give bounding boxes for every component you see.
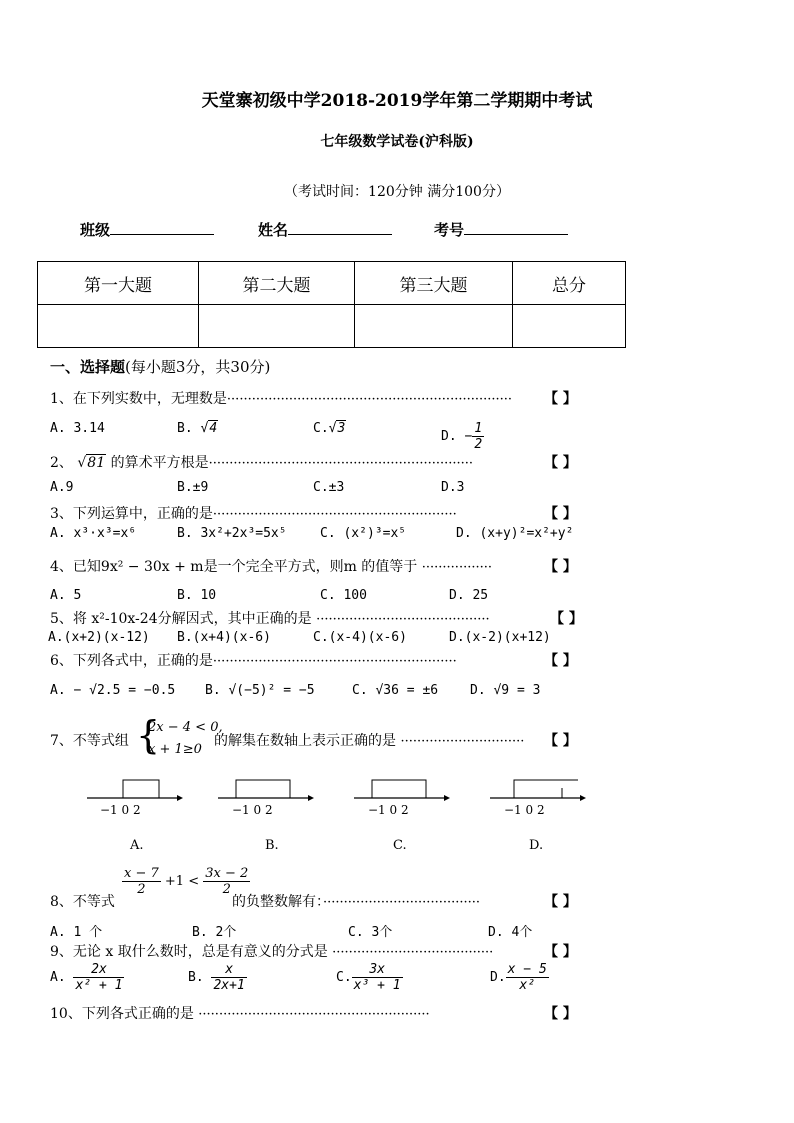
q9-stem: 9、无论 x 取什么数时，总是有意义的分式是 (50, 944, 328, 960)
exam-title: 天堂寨初级中学2018-2019学年第二学期期中考试 (201, 91, 593, 111)
q2-number: 2、 (50, 455, 73, 471)
q1-option-b-label: B. (177, 421, 193, 436)
q5-option-d: D.(x-2)(x+12) (449, 630, 551, 645)
class-blank[interactable] (110, 220, 214, 235)
section-title (50, 356, 270, 377)
score-cell-1[interactable] (38, 305, 199, 348)
q7-option-c[interactable]: C. (393, 838, 407, 853)
number-line-d-ticks: −1 0 2 (504, 803, 545, 817)
exam-time-info: （考试时间：120分钟 满分100分） (284, 184, 510, 200)
q7-option-a[interactable]: A. (130, 838, 144, 853)
score-header-3: 第三大题 (355, 262, 513, 305)
question-10 (50, 1003, 430, 1023)
q2-stem: 的算术平方根是 (110, 455, 209, 471)
q2-option-a: A.9 (50, 480, 74, 495)
q1-option-c: C.√3 (313, 421, 346, 436)
number-line-a (85, 774, 185, 804)
q9-option-b-label: B. (188, 970, 204, 985)
q3-option-a: A. x³·x³=x⁶ (50, 526, 137, 541)
q5-option-c: C.(x-4)(x-6) (313, 630, 407, 645)
q3-stem: 3、下列运算中，正确的是 (50, 506, 213, 522)
q4-stem: 4、已知9x² − 30x + m是一个完全平方式，则m 的值等于 (50, 559, 418, 575)
q9-option-c: C. $\frac{3x}{\text{x³ + 1}}$ (336, 962, 401, 993)
q4-option-d: D. 25 (449, 588, 489, 603)
name-label: 姓名 (258, 221, 289, 239)
answer-bracket-1[interactable]: 【 】 (544, 391, 577, 407)
question-1 (50, 388, 512, 408)
q8-option-b: B. 2个 (192, 925, 237, 940)
leader-dots: ······································· (332, 945, 494, 960)
answer-bracket-2[interactable]: 【 】 (544, 455, 577, 471)
score-header-1: 第一大题 (38, 262, 199, 305)
q7-stem-post: 的解集在数轴上表示正确的是 (214, 733, 396, 749)
q3-option-b: B. 3x²+2x³=5x⁵ (177, 526, 287, 541)
q6-stem: 6、下列各式中，正确的是 (50, 653, 213, 669)
answer-bracket-5[interactable]: 【 】 (550, 611, 583, 627)
score-header-2: 第二大题 (199, 262, 355, 305)
q1-stem: 1、在下列实数中，无理数是 (50, 391, 227, 407)
exam-subtitle: 七年级数学试卷(沪科版) (320, 134, 474, 150)
q10-stem: 10、下列各式正确的是 (50, 1006, 194, 1022)
leader-dots: ······································ (323, 895, 481, 910)
id-field (434, 219, 568, 240)
answer-bracket-10[interactable]: 【 】 (544, 1006, 577, 1022)
number-line-c (352, 774, 452, 804)
q1-option-d-label: D. − (441, 429, 473, 444)
q9-option-d: D. $\frac{x - 5}{\text{x²}}$ (490, 962, 547, 993)
leader-dots: ································································ (208, 456, 474, 471)
name-field (258, 219, 392, 240)
q8-stem-post: 的负整数解有： (232, 894, 323, 910)
q4-option-c: C. 100 (320, 588, 367, 603)
class-label: 班级 (80, 221, 111, 239)
q9-option-a-label: A. (50, 970, 66, 985)
section-heading: 一、选择题 (50, 358, 126, 376)
q1-option-a: A. 3.14 (50, 421, 105, 436)
q4-option-a: A. 5 (50, 588, 82, 603)
score-header-total: 总分 (513, 262, 626, 305)
number-line-b (216, 774, 316, 804)
answer-bracket-9[interactable]: 【 】 (544, 944, 577, 960)
number-line-c-ticks: −1 0 2 (368, 803, 409, 817)
q7-option-b[interactable]: B. (265, 838, 279, 853)
leader-dots: ··························································· (212, 654, 457, 669)
question-9 (50, 941, 493, 961)
q9-option-a: A. $\frac{2x}{\text{x² + 1}}$ (50, 962, 123, 993)
q4-option-b: B. 10 (177, 588, 217, 603)
section-note: (每小题3分，共30分) (125, 358, 271, 376)
question-4 (50, 556, 492, 576)
name-blank[interactable] (288, 220, 392, 235)
q1-option-c-label: C. (313, 421, 329, 436)
q9-option-c-label: C. (336, 970, 352, 985)
q8-inequality: $\frac{x - 7}{2}$ +1 < $\frac{3x - 2}{2}$ (124, 866, 249, 897)
question-8-pre: 8、不等式 (50, 894, 115, 910)
leader-dots: ··························································· (212, 507, 457, 522)
question-8-post (232, 891, 480, 911)
q6-option-c: C. √36 = ±6 (352, 683, 439, 698)
q8-option-d: D. 4个 (488, 925, 533, 940)
id-blank[interactable] (464, 220, 568, 235)
number-line-b-ticks: −1 0 2 (232, 803, 273, 817)
score-table (37, 261, 626, 348)
question-7-pre: 7、不等式组 (50, 733, 129, 749)
leader-dots: ·········································· (316, 612, 490, 627)
q8-option-c: C. 3个 (348, 925, 393, 940)
number-line-d (488, 774, 588, 804)
leader-dots: ················· (421, 560, 492, 575)
q9-option-d-label: D. (490, 970, 506, 985)
answer-bracket-7[interactable]: 【 】 (544, 733, 577, 749)
number-line-a-ticks: −1 0 2 (100, 803, 141, 817)
leader-dots: ······························ (400, 734, 525, 749)
q3-option-d: D. (x+y)²=x²+y² (456, 526, 574, 541)
class-field (80, 219, 214, 240)
q2-option-d: D.3 (441, 480, 465, 495)
answer-bracket-4[interactable]: 【 】 (544, 559, 577, 575)
q7-inequality-2: x + 1≥0 (148, 742, 202, 757)
answer-bracket-6[interactable]: 【 】 (544, 653, 577, 669)
leader-dots: ····································································· (226, 392, 513, 407)
q6-option-b: B. √(−5)² = −5 (205, 683, 315, 698)
q5-option-a: A.(x+2)(x-12) (48, 630, 150, 645)
leader-dots: ························································ (198, 1007, 430, 1022)
q5-stem: 5、将 x²-10x-24分解因式，其中正确的是 (50, 611, 312, 627)
q5-option-b: B.(x+4)(x-6) (177, 630, 271, 645)
q2-option-c: C.±3 (313, 480, 345, 495)
q8-option-a: A. 1 个 (50, 925, 103, 940)
q6-option-d: D. √9 = 3 (470, 683, 541, 698)
answer-bracket-8[interactable]: 【 】 (544, 894, 577, 910)
score-cell-2[interactable] (199, 305, 355, 348)
id-label: 考号 (434, 221, 465, 239)
question-5 (50, 608, 490, 628)
q7-inequality-1: 2x − 4 < 0, (148, 720, 223, 735)
q2-option-b: B.±9 (177, 480, 209, 495)
question-7-post (214, 730, 524, 750)
q9-option-b: B. $\frac{x}{2x+1}$ (188, 962, 245, 993)
question-6 (50, 650, 457, 670)
q6-option-a: A. − √2.5 = −0.5 (50, 683, 176, 698)
q3-option-c: C. (x²)³=x⁵ (320, 526, 407, 541)
answer-bracket-3[interactable]: 【 】 (544, 506, 577, 522)
question-2: 2、 √81 的算术平方根是································································ (50, 455, 474, 471)
question-3 (50, 503, 457, 523)
q1-option-d: D. − $\frac{1}{2}$ (441, 421, 483, 452)
q7-option-d[interactable]: D. (529, 838, 544, 853)
system-brace: { (136, 713, 161, 757)
q1-option-b: B. √4 (177, 421, 218, 436)
score-cell-total[interactable] (513, 305, 626, 348)
score-cell-3[interactable] (355, 305, 513, 348)
